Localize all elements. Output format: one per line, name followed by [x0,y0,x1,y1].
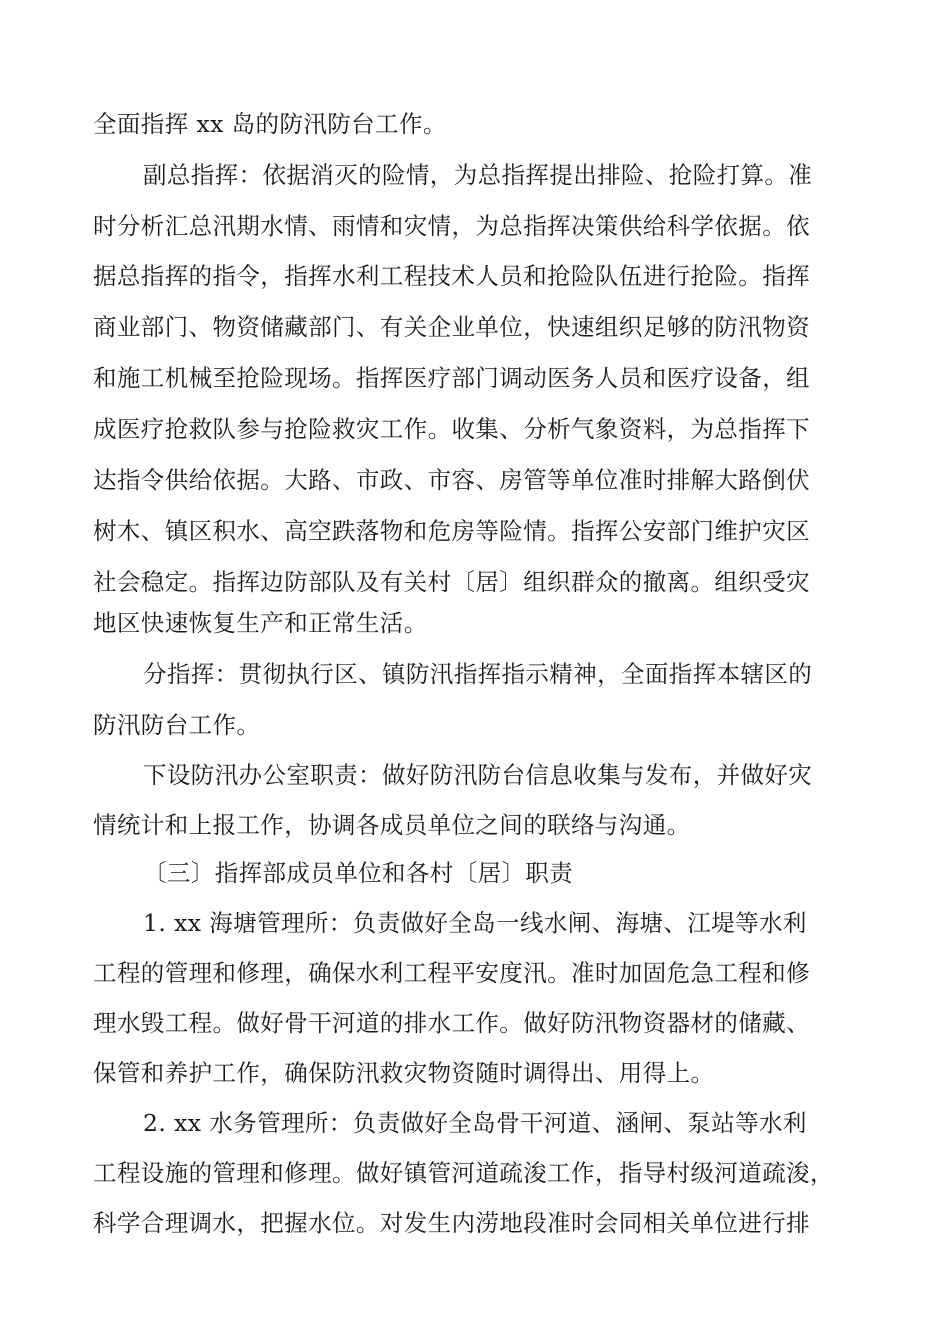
text-line: 全面指挥 xx 岛的防汛防台工作。 [93,110,447,138]
text-line: 2. xx 水务管理所：负责做好全岛骨干河道、涵闸、泵站等水利 [143,1109,807,1137]
text-line: 社会稳定。指挥边防部队及有关村〔居〕组织群众的撤离。组织受灾 [93,568,810,596]
text-line: 副总指挥：依据消灭的险情，为总指挥提出排险、抢险打算。准 [143,161,813,189]
text-line: 分指挥：贯彻执行区、镇防汛指挥指示精神，全面指挥本辖区的 [143,660,813,688]
text-line: 科学合理调水，把握水位。对发生内涝地段准时会同相关单位进行排 [93,1209,810,1237]
text-line: 地区快速恢复生产和正常生活。 [93,609,428,637]
text-line: 据总指挥的指令，指挥水利工程技术人员和抢险队伍进行抢险。指挥 [93,262,810,290]
text-line: 成医疗抢救队参与抢险救灾工作。收集、分析气象资料，为总指挥下 [93,415,810,443]
text-line: 保管和养护工作，确保防汛救灾物资随时调得出、用得上。 [93,1059,715,1087]
text-line: 树木、镇区积水、高空跌落物和危房等险情。指挥公安部门维护灾区 [93,517,810,545]
text-line: 和施工机械至抢险现场。指挥医疗部门调动医务人员和医疗设备，组 [93,364,810,392]
text-line: 达指令供给依据。大路、市政、市容、房管等单位准时排解大路倒伏 [93,466,810,494]
text-line: 下设防汛办公室职责：做好防汛防台信息收集与发布，并做好灾 [143,761,813,789]
text-line: 情统计和上报工作，协调各成员单位之间的联络与沟通。 [93,811,691,839]
text-line: 时分析汇总汛期水情、雨情和灾情，为总指挥决策供给科学依据。依 [93,212,810,240]
text-line: 理水毁工程。做好骨干河道的排水工作。做好防汛物资器材的储藏、 [93,1009,810,1037]
text-line: 工程的管理和修理，确保水利工程平安度汛。准时加固危急工程和修 [93,959,810,987]
text-line: 防汛防台工作。 [93,711,261,739]
text-line: 工程设施的管理和修理。做好镇管河道疏浚工作，指导村级河道疏浚， [93,1159,834,1187]
text-line: 1. xx 海塘管理所：负责做好全岛一线水闸、海塘、江堤等水利 [143,909,807,937]
section-heading: 〔三〕指挥部成员单位和各村〔居〕职责 [143,859,574,887]
text-line: 商业部门、物资储藏部门、有关企业单位，快速组织足够的防汛物资 [93,313,810,341]
